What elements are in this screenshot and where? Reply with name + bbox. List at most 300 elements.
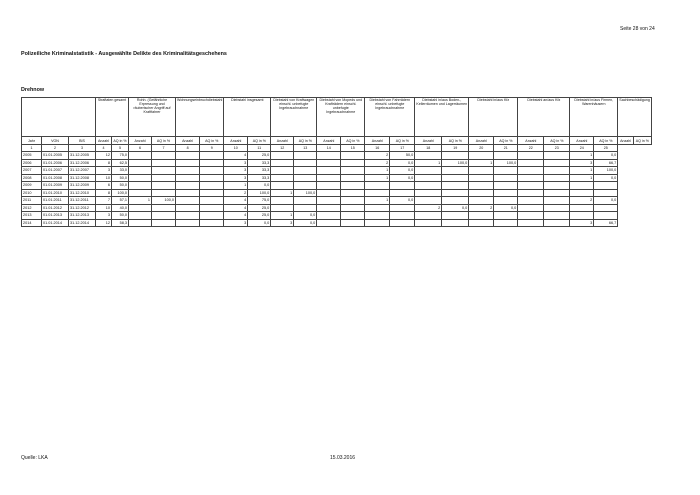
table-cell [341,189,365,197]
table-cell [469,167,494,175]
table-cell [341,159,365,167]
table-cell: 6 [96,182,112,190]
table-cell: 33,0 [112,167,129,175]
column-label-anzahl: Anzahl [317,137,341,145]
header-group-cell: Diebstahl in/aus Boden-, Kellerräumen und Lagerräumen [415,98,469,137]
table-cell [390,212,415,220]
table-cell: 2005 [22,152,42,160]
header-group-cell: Diebstahl von Mopeds und Krafträdern einschl. unbefugte Ingebrauchnahme [317,98,365,137]
table-cell: 0,0 [594,174,618,182]
table-cell [442,189,469,197]
table-cell: 58,3 [112,219,129,227]
table-cell: 100,0 [442,159,469,167]
table-cell: 8 [96,189,112,197]
table-cell [518,182,544,190]
table-cell [200,197,224,205]
header-group-cell: Diebstahl an/aus Kfz [518,98,570,137]
table-cell: 31.12.2012 [69,204,96,212]
table-cell [469,182,494,190]
column-label-aq: AQ in % [494,137,518,145]
table-cell [518,159,544,167]
table-cell [200,204,224,212]
table-cell: 1 [129,197,152,205]
header-group-cell: Rohh. (Gefährliche Erpressung und räuberischer Angriff auf Kraftfahrer [129,98,176,137]
statistics-table [21,97,652,227]
column-label-bis: BIS [69,137,96,145]
column-number: 4 [96,145,112,152]
table-cell [365,204,390,212]
table-cell [176,219,200,227]
table-cell [294,167,317,175]
header-group-cell: Diebstahl von Kraftwagen einschl. unbefugte Ingebrauchnahme [271,98,317,137]
table-cell [200,152,224,160]
table-cell: 100,0 [248,189,271,197]
header-group-cell: Diebstahl in/aus Firmen, Warenhäusern [570,98,618,137]
table-cell: 7 [96,197,112,205]
table-cell: 01.01.2013 [42,212,69,220]
table-cell [415,182,442,190]
table-cell: 10 [96,174,112,182]
table-cell [317,167,341,175]
table-cell: 10 [96,204,112,212]
table-cell [176,189,200,197]
table-cell [415,167,442,175]
table-cell [341,182,365,190]
column-label-anzahl: Anzahl [96,137,112,145]
footer-date: 15.03.2016 [330,455,356,461]
table-cell [200,182,224,190]
table-row [22,167,652,175]
table-cell: 2 [415,204,442,212]
column-number: 2 [42,145,69,152]
table-cell [544,204,570,212]
table-cell: 01.01.2005 [42,152,69,160]
table-cell: 25,0 [248,152,271,160]
table-row [22,152,652,160]
table-cell [200,189,224,197]
table-cell [271,159,294,167]
table-cell [129,152,152,160]
table-cell [415,174,442,182]
column-number: 25 [594,145,618,152]
table-cell: 31.12.2011 [69,197,96,205]
table-cell [271,174,294,182]
table-cell: 31.12.2009 [69,182,96,190]
column-number: 12 [271,145,294,152]
table-cell [469,212,494,220]
header-number-row [22,145,652,152]
header-group-row [22,98,652,137]
table-cell [341,174,365,182]
column-number: 13 [294,145,317,152]
table-cell [200,167,224,175]
table-cell [390,219,415,227]
table-cell: 0,0 [390,197,415,205]
table-cell [415,189,442,197]
table-cell [341,204,365,212]
header-group-cell: Diebstahl in/aus Kfz [469,98,518,137]
footer-source: Quelle: LKA [21,455,48,461]
table-cell [317,219,341,227]
table-cell: 100,0 [112,189,129,197]
table-cell [129,212,152,220]
table-cell [129,182,152,190]
table-cell: 12 [96,152,112,160]
column-label-von: VON [42,137,69,145]
document-title: Polizeiliche Kriminalstatistik - Ausgewählte Delikte des Kriminalitätsgeschehens [21,51,227,57]
column-number: 17 [390,145,415,152]
column-number: 5 [112,145,129,152]
table-cell [494,174,518,182]
table-cell: 2007 [22,167,42,175]
table-cell [365,212,390,220]
table-cell [544,167,570,175]
table-cell [271,167,294,175]
table-cell [415,219,442,227]
table-cell [294,204,317,212]
column-number: 11 [248,145,271,152]
table-cell [129,219,152,227]
table-cell [570,182,594,190]
column-label-aq: AQ in % [341,137,365,145]
table-cell [544,152,570,160]
table-cell: 1 [365,174,390,182]
table-cell: 2 [365,159,390,167]
table-cell [518,204,544,212]
table-row [22,182,652,190]
table-cell: 3 [224,174,248,182]
table-cell: 31.12.2008 [69,174,96,182]
table-cell: 1 [570,167,594,175]
table-row [22,189,652,197]
column-label-jahr: Jahr [22,137,42,145]
table-cell [570,212,594,220]
column-number: 6 [129,145,152,152]
table-cell [200,212,224,220]
table-cell: 100,0 [594,167,618,175]
table-cell [200,219,224,227]
table-cell [442,219,469,227]
table-cell [176,197,200,205]
table-cell: 57,1 [112,197,129,205]
table-cell: 01.01.2011 [42,197,69,205]
table-row [22,219,652,227]
table-cell [494,197,518,205]
table-cell [152,189,176,197]
table-cell: 2 [224,189,248,197]
table-cell: 3 [224,167,248,175]
table-cell [544,189,570,197]
header-group-cell: Wohnungseinbruchdiebstahl [176,98,224,137]
column-number: 10 [224,145,248,152]
table-cell: 31.12.2010 [69,189,96,197]
table-cell: 0,0 [390,174,415,182]
table-cell: 3 [96,167,112,175]
table-cell: 1 [570,152,594,160]
table-cell: 2006 [22,159,42,167]
column-number: 22 [518,145,544,152]
table-cell: 3 [271,219,294,227]
table-cell: 1 [271,212,294,220]
table-cell [317,152,341,160]
table-cell: 100,0 [294,189,317,197]
table-cell: 1 [271,189,294,197]
table-cell [271,152,294,160]
table-cell [317,197,341,205]
column-label-anzahl: Anzahl [224,137,248,145]
table-cell [271,197,294,205]
table-cell [365,182,390,190]
table-cell: 3 [224,219,248,227]
table-cell [152,204,176,212]
table-cell [317,159,341,167]
table-cell: 66,7 [594,159,618,167]
table-cell [442,212,469,220]
table-cell [271,204,294,212]
table-cell: 2 [365,152,390,160]
column-label-anzahl: Anzahl [176,137,200,145]
table-cell: 1 [570,174,594,182]
table-cell: 1 [415,159,442,167]
column-label-anzahl: Anzahl [618,137,634,145]
table-cell [317,212,341,220]
table-cell [594,189,618,197]
table-cell [415,212,442,220]
table-cell [129,174,152,182]
table-cell: 31.12.2006 [69,159,96,167]
section-name: Drehnow [21,87,45,93]
table-cell [341,152,365,160]
table-cell [518,152,544,160]
table-cell [594,204,618,212]
table-cell [442,152,469,160]
table-cell [415,152,442,160]
table-cell: 1 [224,182,248,190]
column-label-aq: AQ in % [442,137,469,145]
table-cell [442,197,469,205]
table-cell [518,197,544,205]
table-row [22,174,652,182]
table-cell [544,197,570,205]
table-cell [317,182,341,190]
table-cell: 2009 [22,182,42,190]
column-label-aq: AQ in % [390,137,415,145]
column-number: 8 [176,145,200,152]
table-cell [176,159,200,167]
table-cell: 0,0 [594,197,618,205]
column-label-anzahl: Anzahl [415,137,442,145]
column-label-aq: AQ in % [594,137,618,145]
column-number: 23 [544,145,570,152]
table-cell [494,152,518,160]
table-cell [176,174,200,182]
table-row [22,212,652,220]
table-cell: 100,0 [494,159,518,167]
column-number: 7 [152,145,176,152]
column-number: 9 [200,145,224,152]
table-cell [365,189,390,197]
table-cell: 100,0 [152,197,176,205]
table-cell [294,197,317,205]
column-label-anzahl: Anzahl [570,137,594,145]
table-cell: 3 [224,159,248,167]
table-cell [152,219,176,227]
table-cell [200,174,224,182]
table-cell: 01.01.2010 [42,189,69,197]
table-cell: 2 [469,204,494,212]
table-cell: 0,0 [248,219,271,227]
table-cell: 0,0 [494,204,518,212]
table-cell [200,159,224,167]
table-cell [544,219,570,227]
table-cell [390,182,415,190]
table-cell [544,174,570,182]
column-label-anzahl: Anzahl [271,137,294,145]
table-cell [129,159,152,167]
table-cell [594,212,618,220]
table-cell: 31.12.2005 [69,152,96,160]
table-cell: 2 [570,197,594,205]
table-row [22,197,652,205]
column-label-anzahl: Anzahl [469,137,494,145]
table-cell: 33,3 [248,159,271,167]
table-cell [390,189,415,197]
column-label-aq: AQ in % [544,137,570,145]
table-cell: 1 [469,159,494,167]
table-cell: 2012 [22,204,42,212]
table-cell [544,212,570,220]
column-number: 14 [317,145,341,152]
table-cell: 50,0 [112,212,129,220]
column-label-aq: AQ in % [248,137,271,145]
table-cell: 2011 [22,197,42,205]
table-cell [518,212,544,220]
table-cell [294,159,317,167]
table-cell: 0,0 [390,167,415,175]
table-cell [129,167,152,175]
table-cell [341,212,365,220]
table-cell [469,219,494,227]
table-cell [129,204,152,212]
header-group-cell: Diebstahl von Fahrrädern einschl. unbefugte Ingebrauchnahme [365,98,415,137]
page-number: Seite 28 von 24 [620,26,655,32]
table-cell: 01.01.2008 [42,174,69,182]
column-label-aq: AQ in % [633,137,651,145]
column-number: 16 [365,145,390,152]
table-cell: 0,0 [294,212,317,220]
table-cell [176,167,200,175]
table-cell: 01.01.2012 [42,204,69,212]
table-cell: 3 [96,212,112,220]
table-cell [442,174,469,182]
table-cell [129,189,152,197]
table-cell: 0,0 [594,152,618,160]
table-cell [415,197,442,205]
column-number: 15 [341,145,365,152]
column-label-anzahl: Anzahl [129,137,152,145]
table-cell [317,174,341,182]
table-cell [518,174,544,182]
table-cell: 8 [96,159,112,167]
table-cell [390,204,415,212]
table-cell: 33,3 [248,174,271,182]
table-cell: 4 [224,197,248,205]
table-cell [152,212,176,220]
column-label-anzahl: Anzahl [365,137,390,145]
table-cell [365,219,390,227]
column-number: 18 [415,145,442,152]
table-cell: 0,0 [294,219,317,227]
table-cell [469,189,494,197]
table-cell [341,167,365,175]
table-cell: 31.12.2007 [69,167,96,175]
table-cell: 25,0 [248,204,271,212]
table-cell [317,204,341,212]
table-cell [442,167,469,175]
table-row [22,159,652,167]
table-cell: 75,0 [112,152,129,160]
column-number: 21 [494,145,518,152]
table-cell [317,189,341,197]
table-cell [494,219,518,227]
table-cell [442,182,469,190]
table-cell [518,189,544,197]
table-cell: 0,0 [442,204,469,212]
table-cell [152,174,176,182]
table-body [22,152,652,227]
table-cell: 1 [365,197,390,205]
table-cell: 2014 [22,219,42,227]
header-label-row [22,137,652,145]
table-cell: 31.12.2014 [69,219,96,227]
column-label-aq: AQ in % [200,137,224,145]
table-cell: 01.01.2007 [42,167,69,175]
table-cell [341,219,365,227]
table-cell: 62,5 [112,159,129,167]
table-cell [176,182,200,190]
table-cell [494,189,518,197]
table-cell: 40,0 [112,204,129,212]
table-cell: 0,0 [248,182,271,190]
table-cell: 2008 [22,174,42,182]
table-cell [518,167,544,175]
column-label-aq: AQ in % [294,137,317,145]
table-cell [494,212,518,220]
table-cell [570,204,594,212]
table-cell [494,182,518,190]
table-cell: 50,0 [390,152,415,160]
table-cell [570,189,594,197]
table-cell: 3 [570,219,594,227]
header-empty-cell [22,98,96,137]
table-cell [176,212,200,220]
table-cell: 4 [224,204,248,212]
table-cell: 4 [224,152,248,160]
column-number: 24 [570,145,594,152]
table-cell: 66,7 [594,219,618,227]
table-cell [152,152,176,160]
column-number: 1 [22,145,42,152]
table-cell: 50,0 [112,174,129,182]
table-row [22,204,652,212]
header-group-cell: Diebstahl insgesamt [224,98,271,137]
table-cell: 33,3 [248,167,271,175]
table-cell: 12 [96,219,112,227]
table-cell: 01.01.2006 [42,159,69,167]
table-cell [544,182,570,190]
table-cell [544,159,570,167]
table-cell [469,152,494,160]
